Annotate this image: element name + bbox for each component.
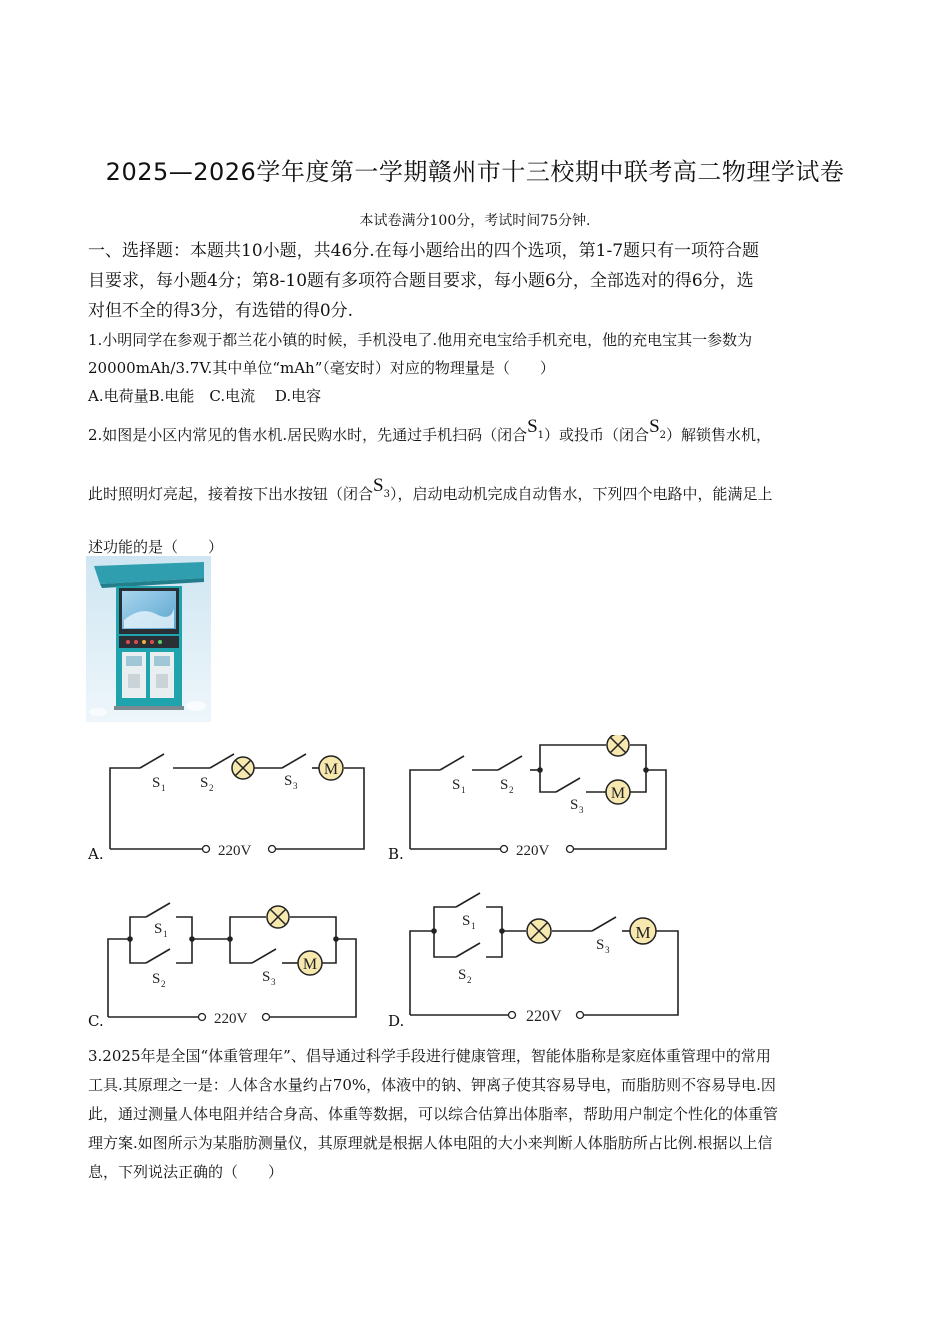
circuit-a-diagram [100,745,380,870]
switch-s1-label: S [462,913,471,929]
circuit-a-label: A. [88,845,104,863]
motor-label: M [635,923,651,942]
circuit-c-diagram [100,895,370,1030]
switch-s3-label: S [596,937,605,953]
q2-text-3: ）解锁售水机， [666,426,772,444]
switch-s1-label: S [152,775,161,791]
question-3-line-3: 此，通过测量人体电阻并结合身高、体重等数据，可以综合估算出体脂率，帮助用户制定个性化的体重管 [88,1105,779,1123]
switch-s2-label: S [152,971,161,987]
s2-subscript: 2 [659,430,667,441]
q2-text-1: 2.如图是小区内常见的售水机.居民购水时，先通过手机扫码（闭合 [88,426,528,444]
voltage-label: 220V [214,1011,248,1027]
circuit-b-label: B. [388,845,404,863]
switch-s2-label: S [500,777,509,793]
question-3-line-5: 息，下列说法正确的（ ） [88,1163,284,1181]
switch-s1-sub: 1 [161,783,166,793]
motor-label: M [302,956,318,973]
motor-label: M [610,785,626,802]
question-3-line-4: 理方案.如图所示为某脂肪测量仪，其原理就是根据人体电阻的大小来判断人体脂肪所占比例.根据以上信 [88,1134,773,1152]
switch-s1-sub: 1 [471,921,476,931]
circuit-b-diagram [400,735,680,865]
s1-subscript: 1 [537,430,545,441]
switch-s1-sub: 1 [461,785,466,795]
q2-text-4: 此时照明灯亮起，接着按下出水按钮（闭合 [88,485,374,503]
question-1-line-1: 1.小明同学在参观于都兰花小镇的时候，手机没电了.他用充电宝给手机充电，他的充电宝其一参数为 [88,331,753,349]
switch-s2-sub: 2 [209,783,214,793]
circuit-c-label: C. [88,1012,104,1030]
switch-s1-label: S [154,921,163,937]
question-3 [88,1042,868,1187]
question-2-line-1 [88,416,868,453]
s3-symbol: S [373,475,384,496]
switch-s3-label: S [284,773,293,789]
voltage-label: 220V [218,843,252,859]
water-vending-machine-image [86,556,211,722]
question-2-line-2 [88,475,868,512]
voltage-label: 220V [516,843,550,859]
q2-text-2: ）或投币（闭合 [544,426,650,444]
section-line-2: 目要求，每小题4分；第8-10题有多项符合题目要求，每小题6分，全部选对的得6分，选 [88,271,754,291]
switch-s1-label: S [452,777,461,793]
question-1-options: A.电荷量B.电能 C.电流 D.电容 [88,387,322,405]
question-2-line-3: 述功能的是（ ） [88,538,224,556]
switch-s3-sub: 3 [605,945,610,955]
switch-s3-label: S [570,797,579,813]
exam-info: 本试卷满分100分，考试时间75分钟. [359,213,591,229]
switch-s2-label: S [200,775,209,791]
page-title: 2025—2026学年度第一学期赣州市十三校期中联考高二物理学试卷 [105,158,845,186]
motor-label: M [323,761,339,778]
question-3-line-2: 工具.其原理之一是：人体含水量约占70%，体液中的钠、钾离子使其容易导电，而脂肪则不容易导电.因 [88,1076,776,1094]
question-1 [88,326,868,410]
question-3-line-1: 3.2025年是全国“体重管理年”、倡导通过科学手段进行健康管理，智能体脂称是家庭体重管理中的常用 [88,1047,771,1065]
switch-s2-sub: 2 [161,979,166,989]
s2-symbol: S [649,416,660,437]
q2-text-5: ），启动电动机完成自动售水，下列四个电路中，能满足上 [389,485,773,503]
switch-s2-sub: 2 [509,785,514,795]
voltage-label: 220V [526,1008,562,1025]
switch-s2-sub: 2 [467,975,472,985]
switch-s1-sub: 1 [163,929,168,939]
circuit-d-diagram [400,885,690,1025]
switch-s3-sub: 3 [271,977,276,987]
switch-s2-label: S [458,967,467,983]
question-2 [88,416,868,562]
switch-s3-sub: 3 [579,805,584,815]
switch-s3-label: S [262,969,271,985]
s1-symbol: S [527,416,538,437]
circuit-d-label: D. [388,1012,405,1030]
section-instructions [88,236,868,326]
section-line-3: 对但不全的得3分，有选错的得0分. [88,301,354,321]
question-1-line-2: 20000mAh/3.7V.其中单位“mAh”（毫安时）对应的物理量是（ ） [88,359,555,377]
switch-s3-sub: 3 [293,781,298,791]
section-line-1: 一、选择题：本题共10小题，共46分.在每小题给出的四个选项，第1-7题只有一项符合题 [88,241,760,261]
s3-subscript: 3 [383,489,390,500]
